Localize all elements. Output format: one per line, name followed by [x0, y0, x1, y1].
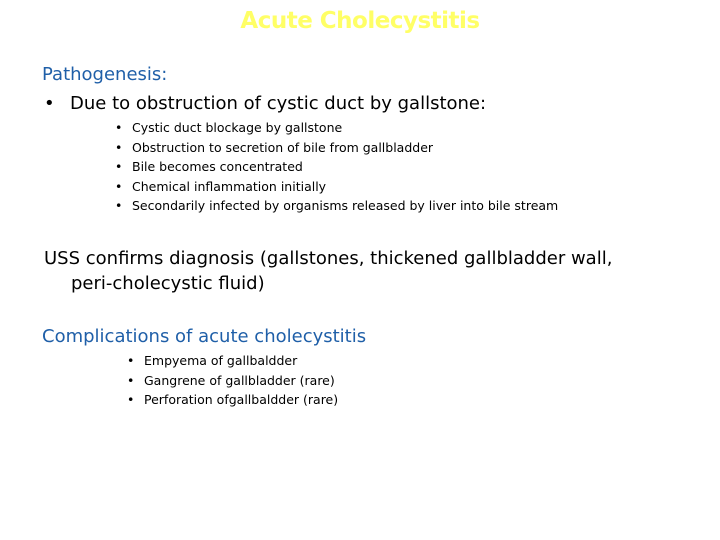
pathogenesis-sub-list [115, 118, 558, 216]
list-item-text: Bile becomes concentrated [132, 159, 303, 174]
list-item-text: Gangrene of gallbladder (rare) [144, 372, 335, 388]
list-item [115, 196, 558, 216]
list-item-text: Secondarily infected by organisms released by liver into bile stream [132, 198, 559, 213]
list-item [127, 390, 338, 410]
bullet-icon: • [127, 372, 135, 388]
slide-title: Acute Cholecystitis [240, 8, 480, 34]
list-item [127, 371, 338, 391]
list-item-text: Chemical inflammation initially [132, 178, 327, 194]
bullet-icon: • [115, 198, 123, 213]
list-item [127, 351, 338, 371]
main-bullet-text: Due to obstruction of cystic duct by gallstone: [70, 93, 487, 114]
list-item [115, 177, 558, 197]
pathogenesis-heading: Pathogenesis: [42, 64, 168, 85]
pathogenesis-main-bullet [44, 93, 486, 114]
bullet-icon: • [127, 392, 135, 407]
bullet-icon: • [115, 159, 123, 174]
bullet-icon: • [115, 178, 123, 194]
list-item [115, 138, 558, 158]
uss-paragraph [44, 246, 684, 296]
uss-line-2: peri-cholecystic fluid) [71, 273, 265, 294]
list-item [115, 118, 558, 138]
list-item-text: Obstruction to secretion of bile from gallbladder [132, 139, 434, 155]
list-item-text: Empyema of gallbaldder [144, 353, 298, 368]
bullet-icon: • [115, 120, 123, 135]
uss-line-1: USS confirms diagnosis (gallstones, thickened gallbladder wall, [44, 248, 613, 269]
list-item [115, 157, 558, 177]
bullet-icon: • [115, 139, 123, 155]
list-item-text: Cystic duct blockage by gallstone [132, 120, 343, 135]
bullet-icon: • [127, 353, 135, 368]
complications-heading: Complications of acute cholecystitis [42, 326, 367, 347]
complications-list [127, 351, 338, 410]
list-item-text: Perforation ofgallbaldder (rare) [144, 392, 339, 407]
bullet-icon: • [44, 93, 55, 114]
